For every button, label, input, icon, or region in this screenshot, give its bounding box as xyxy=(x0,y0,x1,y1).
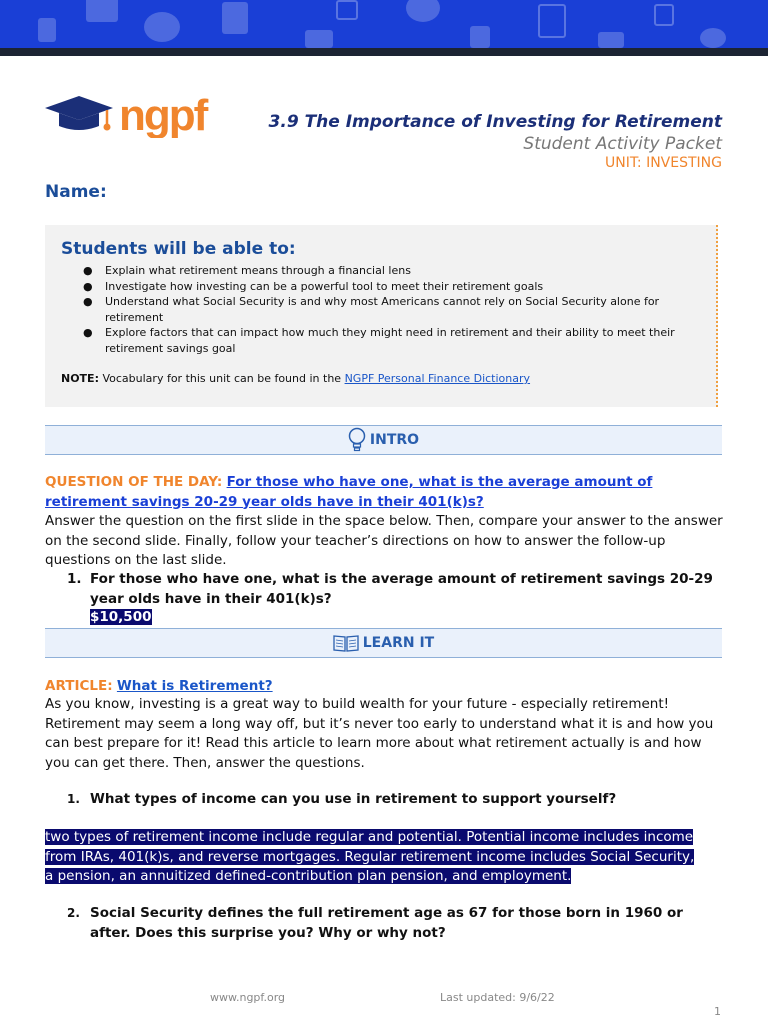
footer-updated: Last updated: 9/6/22 xyxy=(440,991,555,1004)
piggy-bank-icon xyxy=(406,0,440,22)
document-icon xyxy=(222,2,248,34)
learn-answer-1[interactable] xyxy=(45,828,725,887)
article-heading xyxy=(45,677,725,697)
ngpf-logo xyxy=(45,90,230,138)
note-text: Vocabulary for this unit can be found in the xyxy=(98,372,345,385)
dictionary-link[interactable]: NGPF Personal Finance Dictionary xyxy=(344,372,531,385)
answer-line: two types of retirement income include regular and potential. Potential income includes income xyxy=(45,829,694,845)
vocabulary-note xyxy=(61,372,530,385)
header-banner xyxy=(0,0,768,48)
objective-item: ● Explore factors that can impact how much they might need in retirement and their ability to meet their retirement savings goal xyxy=(83,325,703,356)
calculator-icon xyxy=(86,0,118,22)
article-description: As you know, investing is a great way to build wealth for your future - especially retirement! Retirement may seem a long way off, but it’s never too early to understand what it is and how you can best prepare for it! Read this article to learn more about what retirement actually is and how you can get there. Then, answer the questions. xyxy=(45,696,714,771)
qotd-link[interactable]: For those who have one, what is the average amount of retirement savings 20-29 year olds have in their 401(k)s? xyxy=(45,474,653,510)
objective-item: ● Understand what Social Security is and why most Americans cannot rely on Social Security alone for retirement xyxy=(83,294,703,325)
objective-item: ● Explain what retirement means through a financial lens xyxy=(83,263,703,279)
folder-icon xyxy=(305,30,333,48)
lightbulb-icon xyxy=(348,427,366,453)
footer-website: www.ngpf.org xyxy=(210,991,286,1004)
piggy-bank-icon xyxy=(700,28,726,48)
objectives-box xyxy=(45,225,718,407)
learn-it-section-bar xyxy=(45,628,722,658)
intro-question-number: 1. xyxy=(67,571,82,587)
folder-icon xyxy=(598,32,624,48)
page-title: 3.9 The Importance of Investing for Retirement xyxy=(268,112,722,132)
answer-line: a pension, an annuitized defined-contribution plan pension, and employment. xyxy=(45,868,572,884)
article-label: ARTICLE: xyxy=(45,678,113,694)
calculator-icon xyxy=(654,4,674,26)
open-book-icon xyxy=(333,634,359,652)
intro-answer xyxy=(90,608,152,628)
learn-question-2-text: Social Security defines the full retirement age as 67 for those born in 1960 or after. Does this surprise you? Why or why not? xyxy=(90,905,683,941)
page-subtitle: Student Activity Packet xyxy=(523,134,722,154)
calculator-icon xyxy=(538,4,566,38)
objectives-list xyxy=(83,263,703,357)
objective-item: ● Investigate how investing can be a powerful tool to meet their retirement goals xyxy=(83,279,703,295)
note-label: NOTE: xyxy=(61,372,99,385)
question-of-the-day xyxy=(45,473,725,512)
learn-question-2-number: 2. xyxy=(67,906,80,920)
learn-it-label: LEARN IT xyxy=(362,635,435,651)
intro-question-text: For those who have one, what is the average amount of retirement savings 20-29 year olds have in their 401(k)s? xyxy=(90,571,713,607)
article-link[interactable]: What is Retirement? xyxy=(116,678,273,694)
header-strip xyxy=(0,48,768,56)
intro-answer-value[interactable]: $10,500 xyxy=(90,609,152,625)
answer-line: from IRAs, 401(k)s, and reverse mortgages. Regular retirement income includes Social Security, xyxy=(45,848,695,865)
document-icon xyxy=(470,26,490,48)
page-number: 1 xyxy=(714,1005,721,1018)
svg-text:ngpf: ngpf xyxy=(119,91,207,138)
unit-label: UNIT: INVESTING xyxy=(605,155,722,171)
intro-label: INTRO xyxy=(369,432,420,448)
name-field-label: Name: xyxy=(45,182,107,202)
objectives-heading: Students will be able to: xyxy=(61,239,296,259)
learn-question-1-text: What types of income can you use in retirement to support yourself? xyxy=(90,791,617,807)
learn-question-1-number: 1. xyxy=(67,792,80,806)
intro-section-bar xyxy=(45,425,722,455)
calculator-icon xyxy=(38,18,56,42)
qotd-label: QUESTION OF THE DAY: xyxy=(45,474,223,490)
intro-instructions: Answer the question on the first slide in the space below. Then, compare your answer to the answer on the second slide. Finally, follow your teacher’s directions on how to answer the follow-up questions on the last slide. xyxy=(45,513,723,568)
calculator-icon xyxy=(336,0,358,20)
piggy-bank-icon xyxy=(144,12,180,42)
